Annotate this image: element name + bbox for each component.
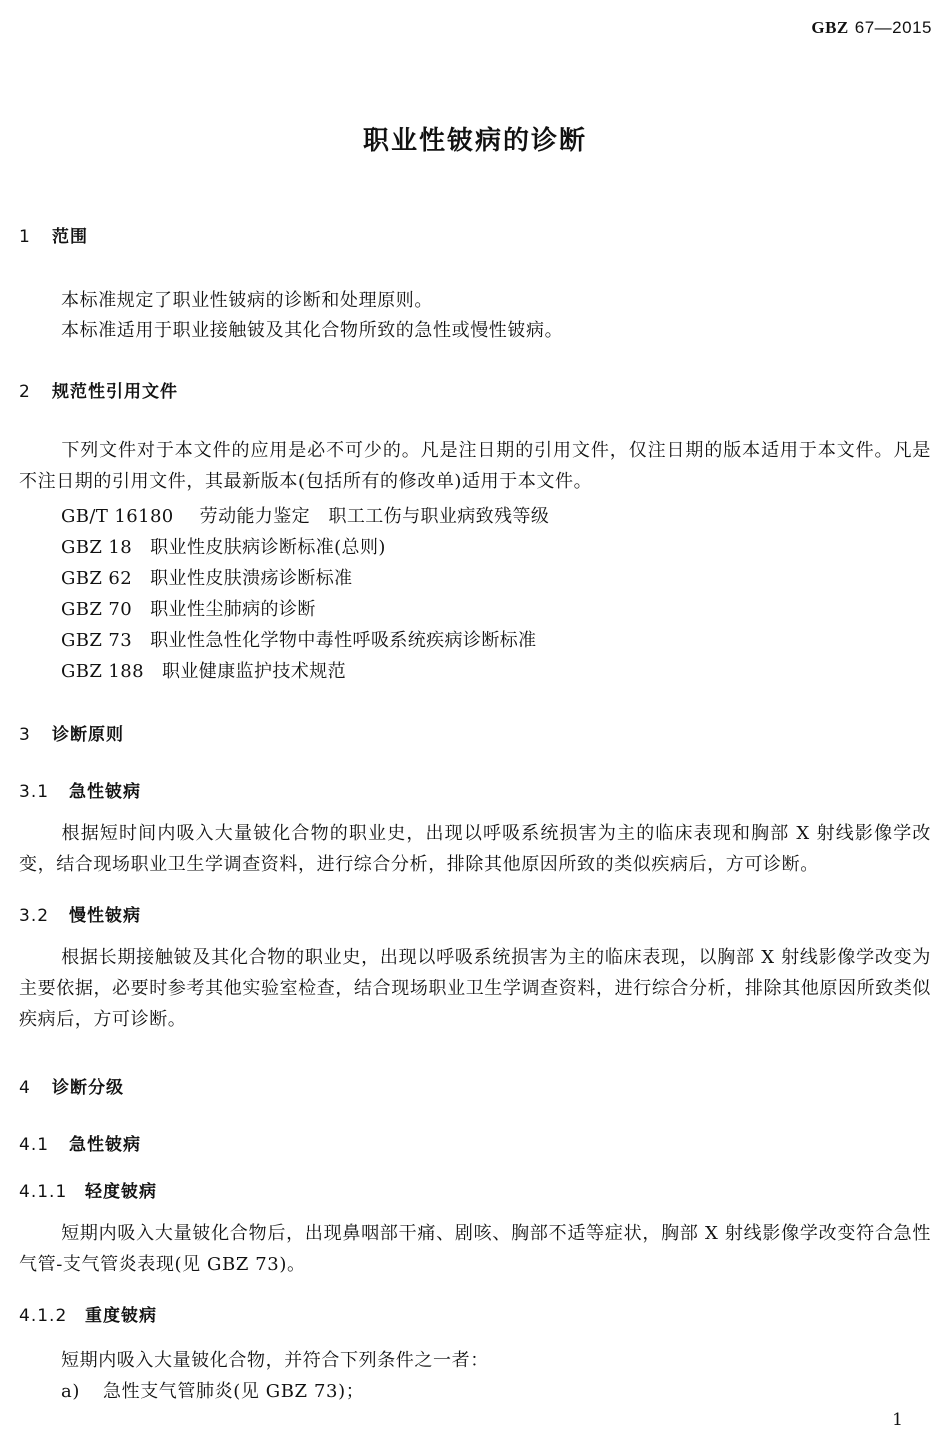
section-3-2-heading: 3.2 慢性铍病 <box>19 906 141 926</box>
section-2-paragraph: 下列文件对于本文件的应用是必不可少的。凡是注日期的引用文件，仅注日期的版本适用于本文件。凡是不注日期的引用文件，其最新版本(包括所有的修改单)适用于本文件。 <box>19 440 931 492</box>
header-prefix: GBZ <box>811 18 849 37</box>
header-code: 67—2015 <box>854 18 932 37</box>
section-4-1-1-heading: 4.1.1 轻度铍病 <box>19 1182 157 1202</box>
section-4-1-2-heading: 4.1.2 重度铍病 <box>19 1306 157 1326</box>
reference-item: GBZ 188 职业健康监护技术规范 <box>61 661 346 682</box>
section-4-heading: 4 诊断分级 <box>19 1078 124 1098</box>
section-4-1-2-paragraph: 短期内吸入大量铍化合物，并符合下列条件之一者： <box>61 1350 489 1371</box>
section-2-heading: 2 规范性引用文件 <box>19 382 178 402</box>
reference-item: GBZ 62 职业性皮肤溃疡诊断标准 <box>61 568 353 589</box>
section-1-paragraph-1: 本标准规定了职业性铍病的诊断和处理原则。 <box>61 290 433 311</box>
header-standard-code <box>811 18 932 38</box>
section-1-paragraph-2: 本标准适用于职业接触铍及其化合物所致的急性或慢性铍病。 <box>61 320 564 341</box>
section-4-1-1-paragraph: 短期内吸入大量铍化合物后，出现鼻咽部干痛、剧咳、胸部不适等症状，胸部 X 射线影像学改变符合急性气管-支气管炎表现(见 GBZ 73)。 <box>19 1223 931 1275</box>
page-number: 1 <box>892 1410 903 1430</box>
list-item: a) 急性支气管肺炎(见 GBZ 73)； <box>61 1381 365 1402</box>
section-3-2-paragraph: 根据长期接触铍及其化合物的职业史，出现以呼吸系统损害为主的临床表现，以胸部 X 射线影像学改变为主要依据，必要时参考其他实验室检查，结合现场职业卫生学调查资料，进行综合分析，排除其他原因所致类似疾病后，方可诊断。 <box>19 947 931 1030</box>
reference-item: GBZ 18 职业性皮肤病诊断标准(总则) <box>61 537 386 558</box>
section-3-heading: 3 诊断原则 <box>19 725 124 745</box>
section-3-1-heading: 3.1 急性铍病 <box>19 782 141 802</box>
section-3-1-paragraph: 根据短时间内吸入大量铍化合物的职业史，出现以呼吸系统损害为主的临床表现和胸部 X 射线影像学改变，结合现场职业卫生学调查资料，进行综合分析，排除其他原因所致的类似疾病后，方可诊断。 <box>19 823 931 875</box>
page-title: 职业性铍病的诊断 <box>362 126 587 156</box>
section-4-1-heading: 4.1 急性铍病 <box>19 1135 141 1155</box>
reference-item: GB/T 16180 劳动能力鉴定 职工工伤与职业病致残等级 <box>61 506 550 527</box>
reference-item: GBZ 70 职业性尘肺病的诊断 <box>61 599 316 620</box>
reference-item: GBZ 73 职业性急性化学物中毒性呼吸系统疾病诊断标准 <box>61 630 537 651</box>
section-1-heading: 1 范围 <box>19 227 88 247</box>
